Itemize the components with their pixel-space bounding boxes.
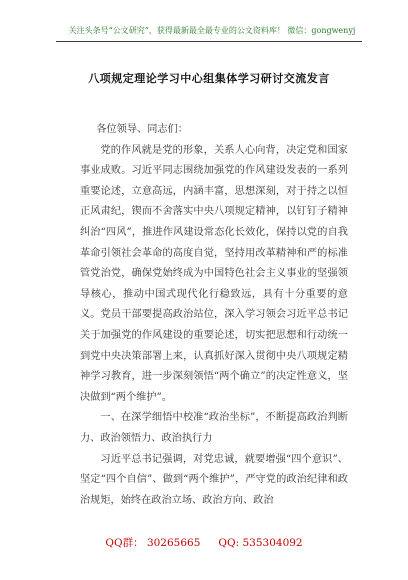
- footer-qq-group: QQ群： 30265665: [105, 537, 201, 549]
- body-paragraph-1: 党的作风就是党的形象，关系人心向背，决定党和国家事业成败。习近平同志围绕加强党的作风建设发表的一系列重要论述，立意高远，内涵丰富，思想深刻，对于持之以恒正风肃纪，锲而不舍落实中央八项规定精神，以钉钉子精神纠治“四风”，推进作风建设常态化长效化，保持以党的自我革命引领社会革命的高度自觉，坚持用改革精神和严的标准管党治党，确保党始终成为中国特色社会主义事业的坚强领导核心，推动中国式现代化行稳致远，具有十分重要的意义。党员干部要提高政治站位，深入学习领会习近平总书记关于加强党的作风建设的重要论述，切实把思想和行动统一到党中央决策部署上来，认真抓好深入贯彻中央八项规定精神学习教育，进一步深刻领悟“两个确立”的决定性意义，坚决做到“两个维护”。: [80, 144, 348, 403]
- section-heading-1: 一、在深学细悟中校准“政治坐标”，不断提高政治判断力、政治领悟力、政治执行力: [80, 412, 348, 444]
- body-paragraph-2: 习近平总书记强调，对党忠诚，就要增强“四个意识”、坚定“四个自信”、做到“两个维护”，严守党的政治纪律和政治规矩，始终在政治立场、政治方向、政治: [80, 453, 348, 506]
- header-banner: 关注头条号“公文研究”，获得最新最全最专业的公文资料库！ 微信：gongwenyj: [68, 26, 356, 35]
- footer-qq-number: QQ: 535304092: [218, 537, 303, 549]
- document-body: [80, 120, 348, 511]
- footer-contact: [0, 535, 408, 550]
- header-divider: [56, 41, 362, 42]
- document-title: 八项规定理论学习中心组集体学习研讨交流发言: [88, 72, 330, 85]
- salutation: 各位领导、同志们：: [96, 124, 188, 135]
